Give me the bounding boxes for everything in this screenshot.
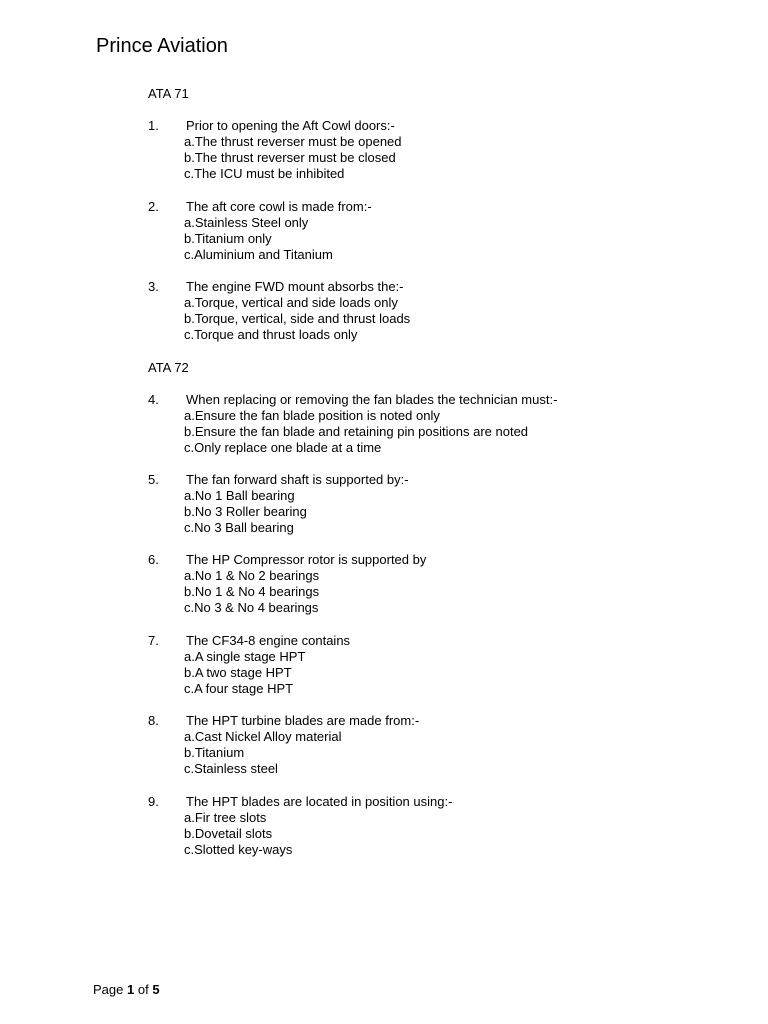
question-number: 9. [148,794,159,809]
question-text: The aft core cowl is made from:- [186,199,372,214]
question-text: The HPT turbine blades are made from:- [186,713,420,728]
question-number: 6. [148,552,159,567]
question-number: 8. [148,713,159,728]
question-text: The CF34-8 engine contains [186,633,351,648]
answer-option: a.A single stage HPT [184,649,306,664]
page-of-label: of [137,982,149,997]
current-page-number: 1 [127,982,135,997]
page-title: Prince Aviation [96,35,228,57]
question-number: 5. [148,472,159,487]
question-text: The HPT blades are located in position using:- [186,794,453,809]
question-text: When replacing or removing the fan blades the technician must:- [186,392,558,407]
answer-option: b.Ensure the fan blade and retaining pin positions are noted [184,424,529,439]
question-number: 2. [148,199,159,214]
answer-option: a.The thrust reverser must be opened [184,134,402,149]
answer-option: a.Fir tree slots [184,810,267,825]
answer-option: a.No 1 & No 2 bearings [184,568,320,583]
answer-option: c.A four stage HPT [184,681,294,696]
answer-option: b.A two stage HPT [184,665,292,680]
question-number: 1. [148,118,159,133]
answer-option: c.The ICU must be inhibited [184,166,345,181]
question-text: The engine FWD mount absorbs the:- [186,279,404,294]
section-label-ata-71: ATA 71 [148,86,189,101]
answer-option: a.Cast Nickel Alloy material [184,729,342,744]
answer-option: c.Only replace one blade at a time [184,440,382,455]
answer-option: c.Stainless steel [184,761,278,776]
answer-option: b.No 3 Roller bearing [184,504,307,519]
answer-option: a.Torque, vertical and side loads only [184,295,398,310]
answer-option: c.Torque and thrust loads only [184,327,358,342]
question-text: The HP Compressor rotor is supported by [186,552,427,567]
answer-option: c.No 3 Ball bearing [184,520,294,535]
answer-option: a.No 1 Ball bearing [184,488,295,503]
answer-option: b.Titanium [184,745,245,760]
answer-option: b.The thrust reverser must be closed [184,150,396,165]
section-label-ata-72: ATA 72 [148,360,189,375]
page-footer [93,982,160,998]
answer-option: b.Titanium only [184,231,272,246]
answer-option: a.Stainless Steel only [184,215,309,230]
answer-option: c.Slotted key-ways [184,842,293,857]
answer-option: b.Dovetail slots [184,826,273,841]
page-label: Page [93,982,124,997]
answer-option: b.No 1 & No 4 bearings [184,584,320,599]
question-text: The fan forward shaft is supported by:- [186,472,409,487]
answer-option: c.Aluminium and Titanium [184,247,333,262]
question-number: 4. [148,392,159,407]
answer-option: c.No 3 & No 4 bearings [184,600,319,615]
question-text: Prior to opening the Aft Cowl doors:- [186,118,395,133]
total-pages-number: 5 [152,982,160,997]
question-number: 3. [148,279,159,294]
answer-option: a.Ensure the fan blade position is noted only [184,408,440,423]
question-number: 7. [148,633,159,648]
answer-option: b.Torque, vertical, side and thrust loads [184,311,411,326]
